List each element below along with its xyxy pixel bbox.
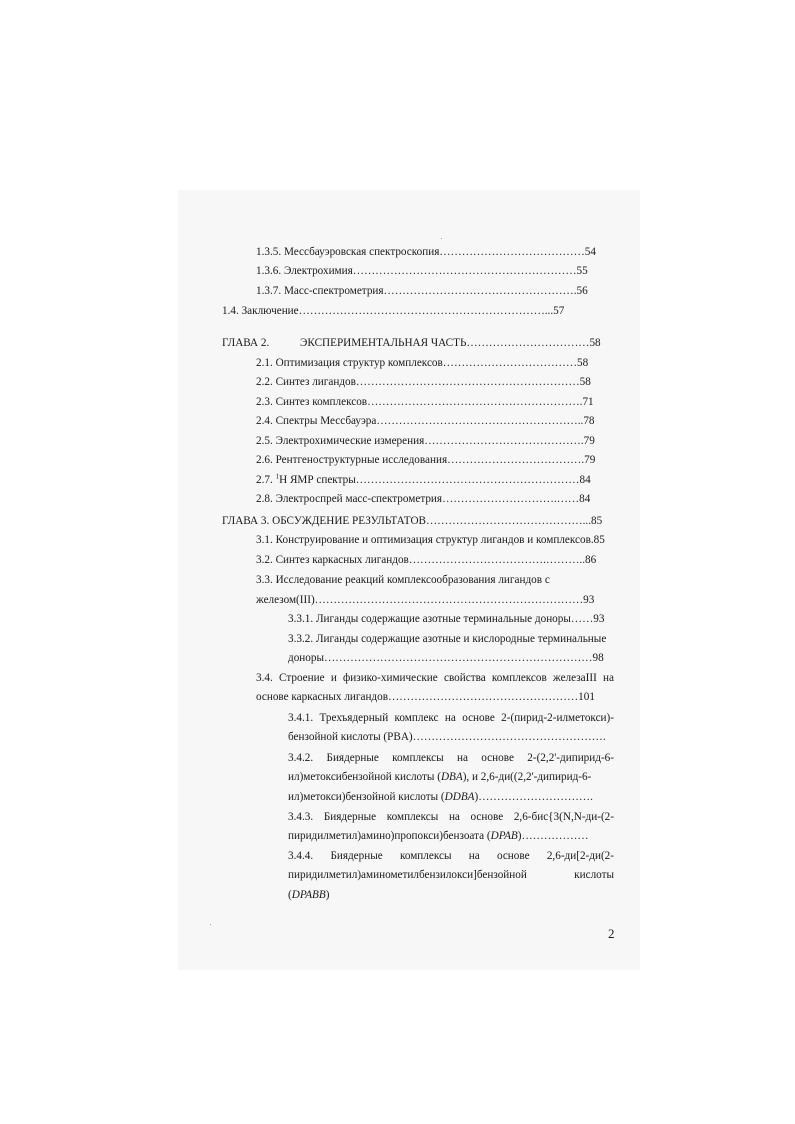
- entry-text: (: [288, 889, 292, 901]
- toc-entry-3-3-1: 3.3.1. Лиганды содержащие азотные терминальные доноры……93: [288, 613, 605, 625]
- abbreviation: DPAB: [490, 830, 518, 842]
- toc-entry-2-1: 2.1. Оптимизация структур комплексов………………………………58: [256, 357, 589, 369]
- scan-speck: [441, 238, 442, 239]
- toc-chapter-2: [222, 336, 601, 350]
- toc-entry-2-3: 2.3. Синтез комплексов………………………………………………….71: [256, 396, 594, 408]
- toc-entry-3-4-3-line1: 3.4.3. Биядерные комплексы на основе 2,6-бис{3(N,N-ди-(2-: [288, 811, 614, 823]
- toc-entry-3-4-4-line2: пиридилметил)аминометилбензилокси]бензойной кислоты: [288, 869, 614, 881]
- toc-entry-2-7: [256, 473, 591, 487]
- toc-entry-3-4-3-line2: [288, 829, 589, 843]
- toc-entry-1-3-7: 1.3.7. Масс-спектрометрия…………………………………………….56: [256, 285, 588, 297]
- toc-entry-3-2: 3.2. Синтез каркасных лигандов……………………………….………..86: [256, 554, 597, 566]
- entry-text: )………………………….: [474, 791, 593, 803]
- entry-text: ), и 2,6-ди((2,2'-дипирид-6-: [462, 771, 592, 783]
- superscript: 1: [275, 473, 280, 481]
- scan-speck: [210, 924, 211, 925]
- toc-entry-2-8: 2.8. Электроспрей масс-спектрометрия………………………….……84: [256, 493, 591, 505]
- toc-entry-3-4-line2: основе каркасных лигандов……………………………………………101: [256, 691, 595, 703]
- entry-text: ил)метокси)бензойной кислоты (: [288, 791, 445, 803]
- toc-entry-3-3-2-line1: 3.3.2. Лиганды содержащие азотные и кислородные терминальные: [288, 633, 607, 645]
- toc-entry-3-4-2-line3: [288, 790, 593, 804]
- toc-entry-2-5: 2.5. Электрохимические измерения…………………………………….79: [256, 435, 595, 447]
- toc-entry-3-3-line1: 3.3. Исследование реакций комплексообразования лигандов с: [256, 574, 550, 586]
- toc-entry-3-1: 3.1. Конструирование и оптимизация структур лигандов и комплексов.85: [256, 534, 605, 546]
- entry-text: пиридилметил)амино)пропокси)бензоата (: [288, 830, 491, 842]
- toc-entry-2-6: 2.6. Рентгеноструктурные исследования……………………………….79: [256, 454, 596, 466]
- abbreviation: DBA: [440, 771, 463, 783]
- entry-text: Н ЯМР спектры……………………………………………………84: [279, 474, 591, 486]
- toc-entry-3-4-1-line1: 3.4.1. Трехъядерный комплекс на основе 2-(пирид-2-илметокси)-: [288, 712, 614, 724]
- chapter-2-title: ЭКСПЕРИМЕНТАЛЬНАЯ ЧАСТЬ……………………………58: [300, 337, 601, 349]
- toc-entry-3-4-2-line2: [288, 770, 591, 784]
- toc-entry-3-3-line2: железом(III)………………………………………………………………93: [256, 594, 595, 606]
- toc-entry-2-2: 2.2. Синтез лигандов……………………………………………………58: [256, 376, 591, 388]
- toc-entry-1-3-6: 1.3.6. Электрохимия……………………………………………………55: [256, 265, 588, 277]
- toc-entry-3-4-4-line3: [288, 888, 329, 902]
- toc-entry-3-4-1-line2: бензойной кислоты (PBA)…………………………………………….: [288, 731, 606, 743]
- page-number: 2: [608, 926, 615, 941]
- abbreviation: DDBA: [444, 791, 475, 803]
- toc-entry-3-4-4-line1: 3.4.4. Биядерные комплексы на основе 2,6-ди[2-ди(2-: [288, 850, 614, 862]
- toc-entry-3-3-2-line2: доноры………………………………………………………………98: [288, 652, 604, 664]
- toc-entry-3-4-line1: 3.4. Строение и физико-химические свойства комплексов железаIII на: [256, 672, 614, 684]
- toc-entry-2-4: 2.4. Спектры Мессбауэра………………………………………………..78: [256, 415, 595, 427]
- chapter-2-number: ГЛАВА 2.: [222, 337, 270, 349]
- entry-number: 2.7.: [256, 474, 276, 486]
- entry-text: ): [325, 889, 330, 901]
- entry-text: ил)метоксибензойной кислоты (: [288, 771, 441, 783]
- toc-entry-1-3-5: 1.3.5. Мессбауэровская спектроскопия…………………………………54: [256, 246, 596, 258]
- toc-entry-3-4-2-line1: 3.4.2. Биядерные комплексы на основе 2-(2,2'-дипирид-6-: [288, 752, 614, 764]
- toc-chapter-3: ГЛАВА 3. ОБСУЖДЕНИЕ РЕЗУЛЬТАТОВ……………………………………...85: [222, 515, 603, 527]
- abbreviation: DPABB: [291, 889, 326, 901]
- entry-text: )………………: [517, 830, 589, 842]
- toc-entry-1-4: 1.4. Заключение…………………………………………………………...57: [222, 305, 565, 317]
